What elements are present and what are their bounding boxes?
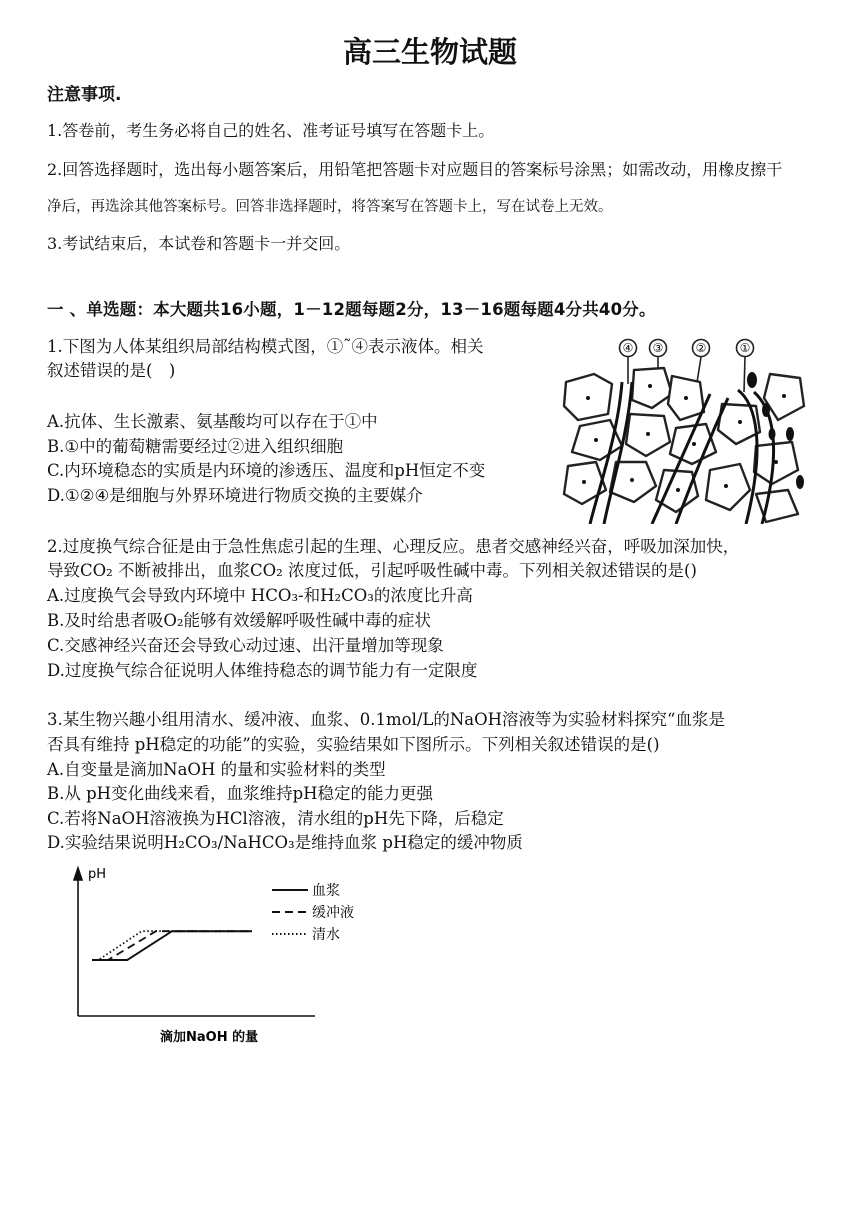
series-line-3 — [92, 931, 252, 960]
question-1-stem: 叙述错误的是( ) — [47, 361, 176, 380]
legend-label-3: 清水 — [312, 927, 340, 943]
question-1-option-b: B.①中的葡萄糖需要经过②进入组织细胞 — [47, 437, 344, 456]
figure-label-4: ④ — [622, 341, 634, 355]
series-line-1 — [92, 931, 252, 960]
series-line-2 — [92, 931, 252, 960]
tissue-structure-figure — [560, 334, 808, 524]
question-1-option-a: A.抗体、生长激素、氨基酸均可以存在于①中 — [47, 412, 378, 431]
question-3-option-b: B.从 pH变化曲线来看，血浆维持pH稳定的能力更强 — [47, 784, 434, 803]
question-3-stem: 3.某生物兴趣小组用清水、缓冲液、血浆、0.1mol/L的NaOH溶液等为实验材料探究“血浆是 — [47, 710, 725, 729]
y-axis-label: pH — [88, 867, 107, 882]
question-3-option-c: C.若将NaOH溶液换为HCl溶液，清水组的pH先下降，后稳定 — [47, 809, 504, 828]
legend-label-2: 缓冲液 — [312, 905, 354, 921]
notice-item: 1.答卷前，考生务必将自己的姓名、准考证号填写在答题卡上。 — [47, 121, 495, 140]
question-3-option-d: D.实验结果说明H₂CO₃/NaHCO₃是维持血浆 pH稳定的缓冲物质 — [47, 833, 523, 852]
figure-label-1: ① — [739, 341, 751, 355]
question-3-option-a: A.自变量是滴加NaOH 的量和实验材料的类型 — [47, 760, 386, 779]
x-axis-label: 滴加NaOH 的量 — [160, 1030, 259, 1045]
ph-chart — [60, 858, 380, 1048]
question-2-option-d: D.过度换气综合征说明人体维持稳态的调节能力有一定限度 — [47, 661, 478, 680]
question-2-stem: 2.过度换气综合征是由于急性焦虑引起的生理、心理反应。患者交感神经兴奋，呼吸加深加快， — [47, 537, 740, 556]
legend-label-1: 血浆 — [312, 883, 340, 899]
figure-label-3: ③ — [652, 341, 664, 355]
figure-label-2: ② — [695, 341, 707, 355]
question-3-stem: 否具有维持 pH稳定的功能”的实验，实验结果如下图所示。下列相关叙述错误的是() — [47, 735, 660, 754]
question-2-option-a: A.过度换气会导致内环境中 HCO₃-和H₂CO₃的浓度比升高 — [47, 586, 473, 605]
question-2-option-b: B.及时给患者吸O₂能够有效缓解呼吸性碱中毒的症状 — [47, 611, 432, 630]
question-1-option-c: C.内环境稳态的实质是内环境的渗透压、温度和pH恒定不变 — [47, 461, 486, 480]
notice-heading: 注意事项. — [47, 85, 122, 105]
question-2-option-c: C.交感神经兴奋还会导致心动过速、出汗量增加等现象 — [47, 636, 444, 655]
page-title: 高三生物试题 — [342, 35, 517, 69]
notice-item: 2.回答选择题时，选出每小题答案后，用铅笔把答题卡对应题目的答案标号涂黑；如需改动，用橡皮擦干 — [47, 160, 783, 179]
section-heading: 一 、单选题：本大题共16小题，1－12题每题2分，13－16题每题4分共40分。 — [47, 300, 656, 319]
question-2-stem: 导致CO₂ 不断被排出，血浆CO₂ 浓度过低，引起呼吸性碱中毒。下列相关叙述错误的是() — [47, 561, 697, 580]
question-1-stem: 1.下图为人体某组织局部结构模式图，①˜④表示液体。相关 — [47, 337, 484, 356]
notice-item: 净后，再选涂其他答案标号。回答非选择题时，将答案写在答题卡上，写在试卷上无效。 — [47, 199, 613, 215]
question-1-option-d: D.①②④是细胞与外界环境进行物质交换的主要媒介 — [47, 486, 423, 505]
notice-item: 3.考试结束后，本试卷和答题卡一并交回。 — [47, 234, 351, 253]
